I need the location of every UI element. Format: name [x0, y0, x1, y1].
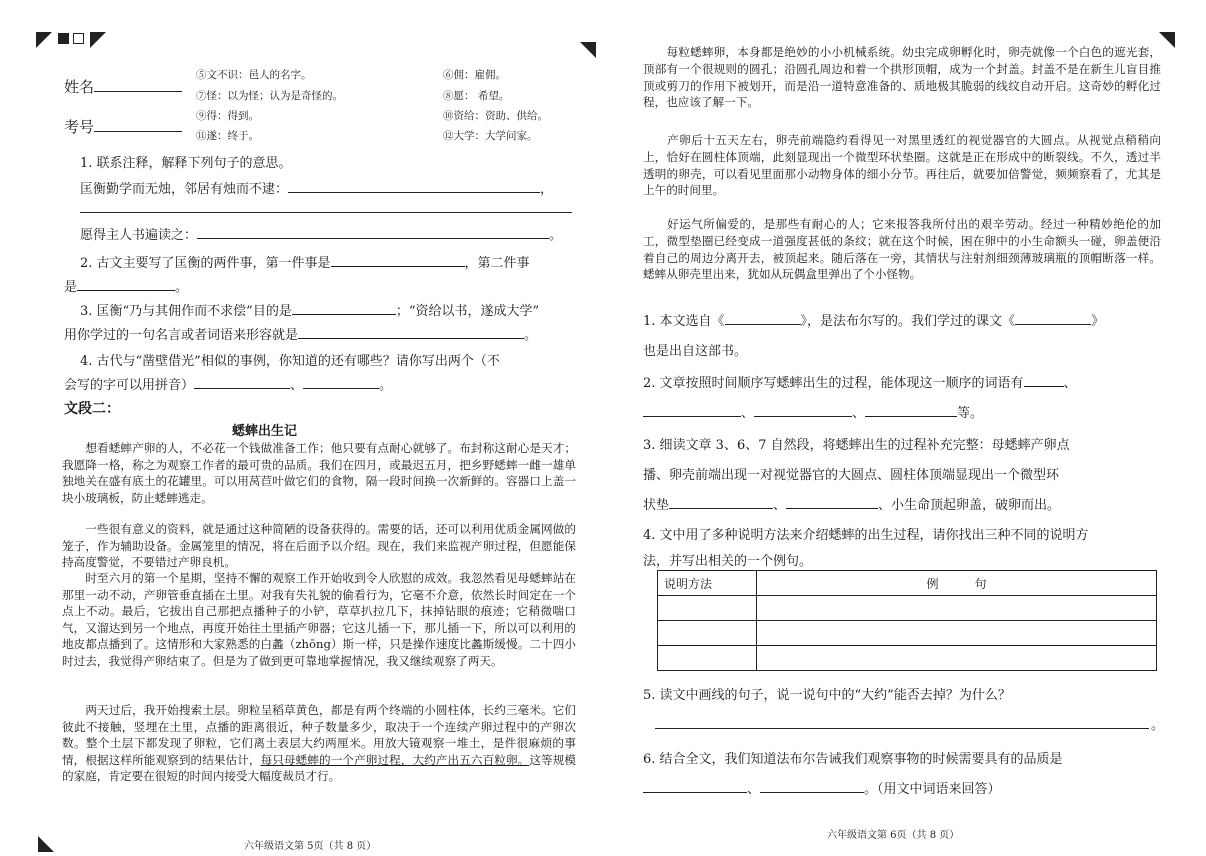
table-cell[interactable] [658, 646, 757, 671]
corner-mark-icon [36, 32, 52, 48]
paragraph-3: 时至六月的第一个星期，坚持不懈的观察工作开始收到令人欣慰的成效。我忽然看见母蟋蟀站在那里一动不动，产卵管垂直插在土里。对我有失礼貌的偷看行为，它毫不介意，依然长时间定在一个点上不动。最后，它拔出自己那把点播种子的小铲，草草扒拉几下，抹掉钻眼的痕迹；它稍微喘口气，又溜达到另一个地点，再度开始往土里插产卵器；它这儿插一下，那儿插一下，所以可以利用的地皮都点播到了。这情形和大家熟悉的白蠡（zhōng）斯一样，只是操作速度比蠡斯缓慢。二十四小时过去，我觉得产卵结束了。但是为了做到更可靠地掌握情况，我又继续观察了两天。 [62, 571, 576, 668]
id-field[interactable] [64, 116, 182, 137]
paragraph-5: 每粒蟋蟀卵，本身都是绝妙的小小机械系统。幼虫完成卵孵化时，卵壳就像一个白色的遮光套，顶部有一个很规则的圆孔；沿圆孔周边和着一个拱形顶帽，成为一个封盖。封盖不是在新生儿盲目推顶或剪刀的作用下被划开，而是沿一道特意准备的、质地极其脆弱的线纹自动开启。这奇妙的孵化过程，也应该了解一下。 [643, 45, 1161, 110]
question-2: 2. 古文主要写了匡衡的两件事，第一件事是 ，第二件事 [80, 256, 530, 271]
answer-blank[interactable] [77, 290, 175, 291]
answer-blank[interactable] [786, 508, 878, 509]
passage-title: 蟋蟀出生记 [232, 424, 298, 439]
answer-blank[interactable] [1024, 386, 1064, 387]
question-4: 4. 古代与“凿壁借光”相似的事例，你知道的还有哪些？请你写出两个（不 [80, 354, 500, 369]
id-label: 考号 [64, 118, 95, 136]
answer-blank[interactable] [292, 314, 396, 315]
paragraph-4: 两天过后，我开始搜索土层。卵粒呈稻草黄色，都是有两个终端的小圆柱体，长约三毫米。它们彼此不接触，竖埋在土里，点播的距离很近，种子数量多少，取决于一个连续产卵过程中的产卵次数。整个土层下都发现了卵粒，它们离土表层大约两厘米。用放大镜观察一堆土，是件很麻烦的事情，根据这样所能观察到的结果估计，每只母蟋蟀的一个产卵过程，大约产出五六百粒卵。这等规模的家庭，肯定要在很短的时间内接受大幅度裁员才行。 [62, 703, 576, 783]
question-r4-cont: 法，并写出相关的一个例句。 [643, 554, 813, 569]
table-cell[interactable] [658, 596, 757, 621]
corner-mark-icon [580, 42, 596, 58]
answer-blank[interactable] [643, 416, 741, 417]
outline-square-icon [73, 33, 84, 44]
question-r6-cont: 、 。（用文中词语来回答） [643, 778, 1001, 797]
question-3: 3. 匡衡“乃与其佣作而不求偿”目的是 ；“资给以书，遂成大学” [80, 304, 540, 319]
paragraph-7: 好运气所偏爱的，是那些有耐心的人；它来报答我所付出的艰辛劳动。经过一种精妙绝伦的加工，微型垫圈已经变成一道强度甚低的条纹；就在这个时候，困在卵中的小生命额头一碰，卵盖便沿着自己的周边分离开去，被顶起来。随后落在一旁，其情状与注射剂细颈薄玻璃瓶的顶帽断落一样。蟋蟀从卵壳里出来，犹如从玩偶盒里弹出了个小怪物。 [643, 217, 1161, 282]
note-5: ⑤文不识：邑人的名字。 [196, 69, 312, 81]
question-r3: 3. 细读文章 3、6、7 自然段，将蟋蟀出生的过程补充完整：母蟋蟀产卵点 [643, 438, 1070, 453]
answer-blank[interactable] [197, 238, 549, 239]
question-1a: 匡衡勤学而无烛，邻居有烛而不逮： ， [80, 182, 554, 197]
table-cell[interactable] [658, 621, 757, 646]
question-r3-line3: 状垫 、 、小生命顶起卵盖，破卵而出。 [643, 498, 1061, 513]
table-row [658, 646, 1157, 671]
question-r2-cont: 、 、 等。 [643, 402, 983, 421]
question-3-cont: 用你学过的一句名言或者词语来形容就是 。 [64, 328, 538, 343]
table-cell[interactable] [757, 621, 1157, 646]
answer-blank[interactable] [331, 266, 465, 267]
answer-blank[interactable] [1015, 324, 1091, 325]
note-10: ⑩资给：资助、供给。 [443, 110, 548, 122]
answer-blank[interactable] [760, 792, 864, 793]
section-heading: 文段二： [64, 401, 120, 417]
name-label: 姓名 [64, 78, 95, 96]
note-12: ⑫大学：大学问家。 [443, 130, 538, 142]
question-r1-cont: 也是出自这部书。 [643, 344, 748, 359]
answer-blank[interactable] [725, 324, 801, 325]
page-footer: 六年级语文第 6页（共 8 页） [827, 830, 960, 841]
answer-blank[interactable] [669, 508, 773, 509]
page-footer: 六年级语文第 5页（共 8 页） [244, 841, 377, 852]
corner-mark-icon [38, 836, 54, 852]
note-7: ⑦怪：以为怪；认为是奇怪的。 [196, 90, 343, 102]
paragraph-2: 一些很有意义的资料，就是通过这种简陋的设备获得的。需要的话，还可以利用优质金属网做的笼子，作为辅助设备。金属笼里的情况，将在后面予以介绍。现在，我们来监视产卵过程，但愿能保持高度警觉，不要错过产卵良机。 [62, 522, 576, 569]
note-8: ⑧愿： 希望。 [443, 90, 510, 102]
answer-blank[interactable] [298, 338, 524, 339]
note-6: ⑥佣：雇佣。 [443, 69, 506, 81]
question-2-cont: 是 。 [64, 280, 189, 295]
question-r3-line2: 播、卵壳前端出现一对视觉器官的大圆点、圆柱体顶端显现出一个微型环 [643, 468, 1060, 483]
table-header-method: 说明方法 [658, 571, 757, 596]
table-header-example: 例 句 [757, 571, 1157, 596]
question-1b: 愿得主人书遍读之： 。 [80, 228, 563, 243]
answer-blank[interactable] [643, 792, 747, 793]
question-r6: 6. 结合全文，我们知道法布尔告诫我们观察事物的时候需要具有的品质是 [643, 752, 1063, 767]
question-1: 1. 联系注释，解释下列句子的意思。 [80, 156, 292, 171]
answer-blank[interactable] [303, 388, 379, 389]
question-r4: 4. 文中用了多种说明方法来介绍蟋蟀的出生过程，请你找出三种不同的说明方 [643, 528, 1089, 543]
answer-line[interactable] [80, 212, 572, 213]
corner-mark-icon [90, 32, 106, 48]
table-header-row [658, 571, 1157, 596]
note-9: ⑨得：得到。 [196, 110, 259, 122]
question-r1: 1. 本文选自《 》，是法布尔写的。我们学过的课文《 》 [643, 314, 1105, 329]
note-11: ⑪遂：终于。 [196, 130, 259, 142]
question-4-cont: 会写的字可以用拼音） 、 。 [64, 378, 393, 393]
table-cell[interactable] [757, 646, 1157, 671]
period-mark: 。 [1151, 718, 1165, 733]
paragraph-1: 想看蟋蟀产卵的人，不必花一个钱做准备工作；他只要有点耐心就够了。布封称这耐心是天才；我愿降一格，称之为观察工作者的最可贵的品质。我们在四月，或最迟五月，把乡野蟋蟀一雌一雄单独地关在盛有底土的花罐里。可以用莴苣叶做它们的食物，隔一段时间换一次新鲜的。容器口上盖一块小玻璃板，防止蟋蟀逃走。 [62, 441, 576, 505]
table-row [658, 621, 1157, 646]
paragraph-6: 产卵后十五天左右，卵壳前端隐约看得见一对黑里透红的视觉器官的大圆点。从视觉点稍稍向上，恰好在圆柱体顶端，此刻显现出一个微型环状垫圈。这就是正在形成中的断裂线。不久，透过半透明的卵壳，可以看见里面那小动物身体的细小分节。再往后，就要加倍警觉，频频察看了，尤其是上午的时间里。 [643, 133, 1161, 198]
name-field[interactable] [64, 76, 182, 97]
table-cell[interactable] [757, 596, 1157, 621]
answer-blank[interactable] [194, 388, 290, 389]
id-blank[interactable] [94, 131, 182, 132]
table-row [658, 596, 1157, 621]
right-page [603, 0, 1206, 856]
answer-blank[interactable] [865, 416, 957, 417]
underlined-sentence: 每只母蟋蟀的一个产卵过程，大约产出五六百粒卵。 [260, 752, 530, 767]
question-r5: 5. 读文中画线的句子，说一说句中的“大约”能否去掉？为什么？ [643, 688, 1011, 703]
name-blank[interactable] [94, 91, 182, 92]
answer-blank[interactable] [288, 192, 540, 193]
answer-line[interactable] [655, 728, 1149, 729]
answer-table [657, 570, 1157, 671]
question-r2: 2. 文章按照时间顺序写蟋蟀出生的过程，能体现这一顺序的词语有 、 [643, 376, 1077, 391]
filled-square-icon [58, 33, 69, 44]
answer-blank[interactable] [754, 416, 852, 417]
corner-mark-icon [1159, 32, 1175, 48]
